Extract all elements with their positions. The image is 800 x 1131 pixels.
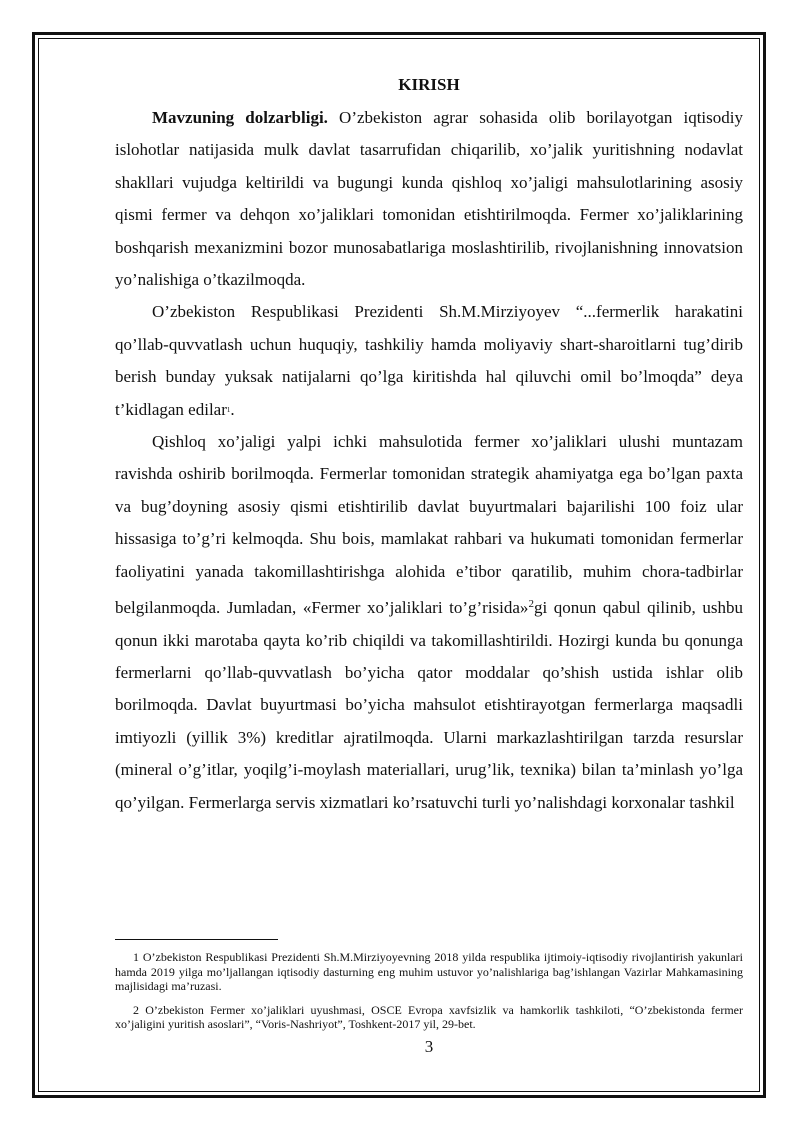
quote-end: . (230, 399, 235, 419)
footnote-1: 1 O’zbekiston Respublikasi Prezidenti Sh.M.Mirziyoyevning 2018 yilda respublika ijtimoiy-iqtisodiy rivojlantirish yakunlari hamda 2019 yilga mo’ljallangan iqtisodiy dasturning eng muhim ustuvor yo’nalishlariga bag’ishlangan Vazirlar Mahkamasining majlisidagi ma’ruzasi. (115, 950, 743, 993)
relevance-lead: Mavzuning dolzarbligi. (152, 108, 328, 127)
document-body (115, 72, 743, 819)
footnotes (115, 950, 743, 1041)
quote-text: O’zbekiston Respublikasi Prezidenti Sh.M.Mirziyoyev “...fermerlik harakatini qo’llab-quvvatlash uchun huquqiy, tashkiliy hamda moliyaviy shart-sharoitlarni tug’dirib berish bunday yuksak natijalarni qo’lga kiritishda hal qiluvchi omil bo’lmoqda” deya t’kidlagan edilar (115, 302, 743, 419)
footnote-ref-2[interactable]: 2 (528, 598, 534, 611)
paragraph-farmers (115, 426, 743, 819)
paragraph-president-quote (115, 296, 743, 426)
farmers-text-b: gi qonun qabul qilinib, ushbu qonun ikki marotaba qayta ko’rib chiqildi va takomillashtirildi. Hozirgi kunda bu qonunga fermerlarni qo’llab-quvvatlash bo’yicha qator moddalar qo’shish ustida ishlar olib borilmoqda. Davlat buyurtmasi bo’yicha mahsulot etishtirayotgan fermerlarga maqsadli imtiyozli (yillik 3%) kreditlar ajratilmoqda. Ularni markazlashtirilgan tarzda resurslar (mineral o’g’itlar, yoqilg’i-moylash materiallari, urug’lik, texnika) bilan ta’minlash yo’lga qo’yilgan. Fermerlarga servis xizmatlari ko’rsatuvchi turli yo’nalishdagi korxonalar tashkil (115, 598, 743, 812)
relevance-text: O’zbekiston agrar sohasida olib borilayotgan iqtisodiy islohotlar natijasida mulk davlat tasarrufidan chiqarilib, xo’jalik yuritishning nodavlat shakllari vujudga keltirildi va bugungi kunda qishloq xo’jaligi mahsulotlarining asosiy qismi fermer va dehqon xo’jaliklari tomonidan etishtirilmoqda. Fermer xo’jaliklarining boshqarish mexanizmini bozor munosabatlariga moslashtirilib, rivojlanishning innovatsion yo’nalishiga o’tkazilmoqda. (115, 108, 743, 290)
footnote-ref-1[interactable]: 1 (226, 405, 231, 414)
footnote-separator (115, 939, 278, 940)
farmers-text-a: Qishloq xo’jaligi yalpi ichki mahsulotida fermer xo’jaliklari ulushi muntazam ravishda oshirib borilmoqda. Fermerlar tomonidan strategik ahamiyatga ega bo’lgan paxta va bug’doyning asosiy qismi etishtirilib davlat buyurtmalari bajarilishi 100 foiz ular hissasiga to’g’ri kelmoqda. Shu bois, mamlakat rahbari va hukumati tomonidan fermerlar faoliyatini yanada takomillashtirishga alohida e’tibor qaratilib, muhim chora-tadbirlar belgilanmoqda. Jumladan, «Fermer xo’jaliklari to’g’risida» (115, 432, 743, 618)
section-heading: KIRISH (398, 75, 460, 94)
footnote-2: 2 O’zbekiston Fermer xo’jaliklari uyushmasi, OSCE Evropa xavfsizlik va hamkorlik tashkiloti, “O’zbekistonda fermer xo’jaligini yuritish asoslari”, “Voris-Nashriyot”, Toshkent-2017 yil, 29-bet. (115, 1002, 743, 1031)
paragraph-relevance (115, 102, 743, 296)
page-number: 3 (424, 1037, 434, 1056)
